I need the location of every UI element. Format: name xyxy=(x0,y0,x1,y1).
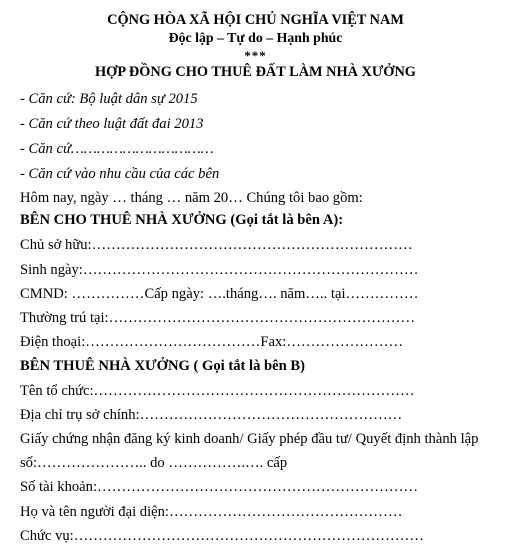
party-b-account: Số tài khoản:………………………………………………………… xyxy=(20,479,419,495)
party-b-license: Giấy chứng nhận đăng ký kinh doanh/ Giấy phép đầu tư/ Quyết định thành lập xyxy=(20,431,479,447)
separator-stars: *** xyxy=(244,48,267,63)
basis-civil-code: - Căn cứ: Bộ luật dân sự 2015 xyxy=(20,91,198,107)
party-b-position: Chức vụ:……………………………………………………………… xyxy=(20,528,424,544)
basis-land-law: - Căn cứ theo luật đất đai 2013 xyxy=(20,116,204,132)
party-b-heading: BÊN THUÊ NHÀ XƯỞNG ( Gọi tắt là bên B) xyxy=(20,358,305,374)
party-a-heading: BÊN CHO THUÊ NHÀ XƯỞNG (Gọi tắt là bên A): xyxy=(20,212,344,228)
party-a-phone-fax: Điện thoại:………………………………Fax:…………………… xyxy=(20,334,404,350)
party-b-organization: Tên tổ chức:………………………………………………………… xyxy=(20,383,415,399)
party-a-id: CMND: ……………Cấp ngày: ….tháng…. năm….. tại…………… xyxy=(20,286,419,302)
national-motto: Độc lập – Tự do – Hạnh phúc xyxy=(168,31,343,46)
contract-title: HỢP ĐỒNG CHO THUÊ ĐẤT LÀM NHÀ XƯỞNG xyxy=(95,64,416,80)
party-a-residence: Thường trú tại:……………………………………………………… xyxy=(20,310,416,326)
party-b-representative: Họ và tên người đại diện:………………………………………… xyxy=(20,504,403,520)
basis-blank: - Căn cứ…………………………… xyxy=(20,141,214,157)
country-name: CỘNG HÒA XÃ HỘI CHỦ NGHĨA VIỆT NAM xyxy=(107,12,404,28)
basis-needs: - Căn cứ vào nhu cầu của các bên xyxy=(20,166,220,182)
party-a-owner: Chủ sở hữu:………………………………………………………… xyxy=(20,237,413,253)
party-b-address: Địa chỉ trụ sở chính:……………………………………………… xyxy=(20,407,403,423)
party-b-license-number: số:………………….. do …………….…. cấp xyxy=(20,455,288,471)
party-a-birthdate: Sinh ngày:…………………………………………………………… xyxy=(20,262,419,278)
intro-line: Hôm nay, ngày … tháng … năm 20… Chúng tôi bao gồm: xyxy=(20,190,363,206)
